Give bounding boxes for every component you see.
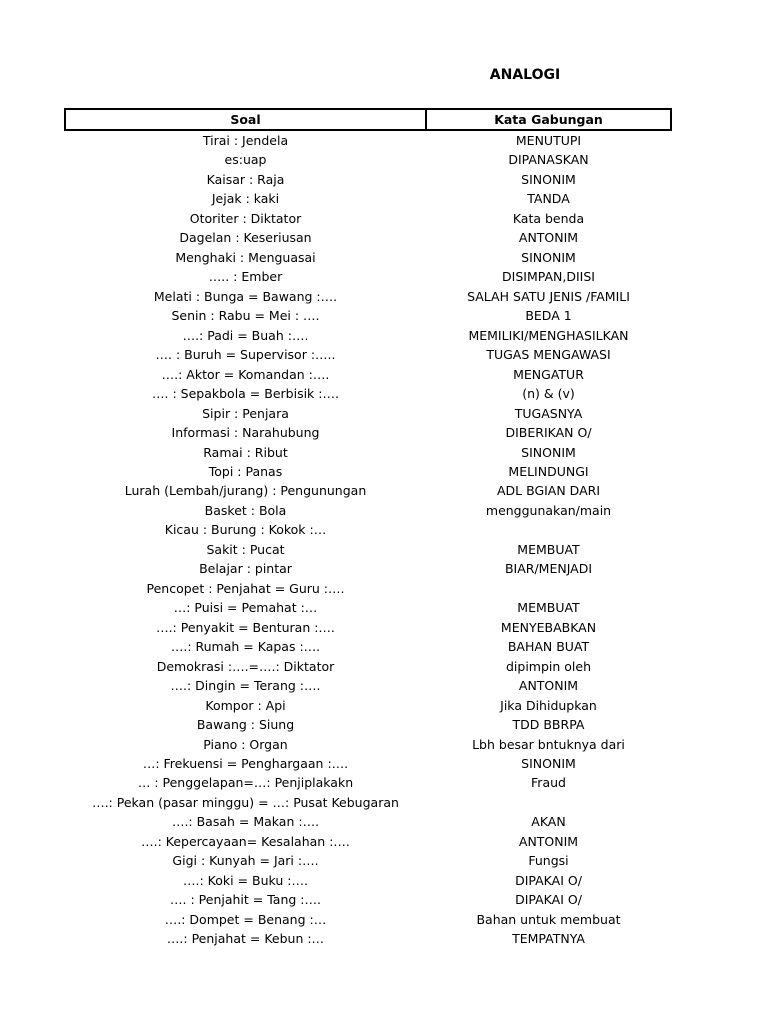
cell-soal: ….: Koki = Buku :…. <box>183 872 308 888</box>
cell-soal: Sakit : Pucat <box>206 541 285 557</box>
table-body <box>65 130 671 949</box>
cell-kata-gabungan: AKAN <box>531 814 566 830</box>
table-row <box>65 287 671 306</box>
cell-kata-gabungan: MELINDUNGI <box>508 463 589 479</box>
table-row <box>65 189 671 208</box>
cell-soal: Bawang : Siung <box>196 717 295 733</box>
cell-kata-gabungan: TUGAS MENGAWASI <box>486 347 611 363</box>
cell-kata-gabungan: BAHAN BUAT <box>507 639 590 655</box>
cell-soal: ….: Pekan (pasar minggu) = …: Pusat Kebugaran <box>92 794 399 810</box>
cell-kata-gabungan: menggunakan/main <box>485 502 612 518</box>
table-row <box>65 910 671 929</box>
cell-kata-gabungan: SINONIM <box>521 444 576 460</box>
table-row <box>65 345 671 364</box>
table-row <box>65 812 671 831</box>
table-row <box>65 559 671 578</box>
cell-soal: …: Frekuensi = Penghargaan :…. <box>142 756 349 771</box>
table-row <box>65 365 671 384</box>
table-row <box>65 929 671 948</box>
table-row <box>65 501 671 520</box>
cell-soal: Kompor : Api <box>205 697 286 713</box>
cell-soal: Belajar : pintar <box>199 561 292 577</box>
cell-kata-gabungan: BEDA 1 <box>525 308 572 324</box>
cell-soal: Topi : Panas <box>208 463 283 479</box>
cell-kata-gabungan: DIBERIKAN O/ <box>505 425 592 441</box>
cell-kata-gabungan <box>426 579 671 598</box>
cell-kata-gabungan: Lbh besar bntuknya dari <box>472 736 625 752</box>
cell-soal: ….: Kepercayaan= Kesalahan :…. <box>141 833 350 849</box>
cell-soal: Pencopet : Penjahat = Guru :…. <box>146 580 345 596</box>
cell-soal: Menghaki : Menguasai <box>175 249 316 265</box>
cell-soal: Sipir : Penjara <box>202 405 289 421</box>
cell-kata-gabungan: DIPANASKAN <box>508 152 589 168</box>
cell-kata-gabungan: DIPAKAI O/ <box>515 892 582 908</box>
cell-kata-gabungan: Kata benda <box>512 210 585 226</box>
table-row <box>65 715 671 734</box>
table-row <box>65 520 671 539</box>
table-row <box>65 423 671 442</box>
cell-soal: Gigi : Kunyah = Jari :…. <box>172 853 319 869</box>
table-row <box>65 150 671 169</box>
cell-soal: Piano : Organ <box>203 736 288 752</box>
page-title: ANALOGI <box>489 67 561 83</box>
table-row <box>65 832 671 851</box>
cell-soal: Senin : Rabu = Mei : …. <box>171 308 320 324</box>
table-row <box>65 540 671 559</box>
table-row <box>65 637 671 656</box>
table-row <box>65 696 671 715</box>
cell-kata-gabungan: ADL BGIAN DARI <box>496 483 601 499</box>
cell-kata-gabungan <box>426 520 671 539</box>
cell-soal: Lurah (Lembah/jurang) : Pengunungan <box>124 483 367 499</box>
cell-soal: Kaisar : Raja <box>206 171 285 187</box>
cell-kata-gabungan: MEMBUAT <box>517 541 580 557</box>
table-row <box>65 754 671 773</box>
cell-kata-gabungan: Fungsi <box>528 853 569 869</box>
cell-soal: …. : Sepakbola = Berbisik :…. <box>152 386 339 402</box>
cell-kata-gabungan: ANTONIM <box>518 230 579 246</box>
cell-soal: ….: Basah = Makan :…. <box>171 814 320 830</box>
cell-soal: … : Penggelapan=…: Penjiplakakn <box>137 775 354 791</box>
table-row <box>65 443 671 462</box>
cell-soal: ….: Penyakit = Benturan :…. <box>156 619 335 635</box>
cell-soal: ….: Penjahat = Kebun :… <box>166 931 325 947</box>
cell-soal: ….. : Ember <box>208 269 283 285</box>
table-header-row <box>65 109 671 130</box>
cell-soal: Ramai : Ribut <box>203 444 288 460</box>
cell-soal: Tirai : Jendela <box>202 133 289 148</box>
table-row <box>65 248 671 267</box>
cell-soal: es:uap <box>224 152 267 168</box>
table-row <box>65 306 671 325</box>
table-row <box>65 326 671 345</box>
cell-soal: Jejak : kaki <box>211 191 280 207</box>
cell-kata-gabungan: SINONIM <box>521 171 576 187</box>
table-row <box>65 793 671 812</box>
cell-kata-gabungan: MENYEBABKAN <box>500 619 597 635</box>
table-row <box>65 579 671 598</box>
cell-soal: ….: Dingin = Terang :…. <box>170 678 321 694</box>
cell-soal: ….: Padi = Buah :…. <box>182 327 309 343</box>
cell-kata-gabungan: MENGATUR <box>513 366 584 382</box>
cell-kata-gabungan: SINONIM <box>521 756 576 771</box>
cell-kata-gabungan: TEMPATNYA <box>512 931 585 947</box>
cell-kata-gabungan: MEMBUAT <box>517 600 580 616</box>
table-row <box>65 384 671 403</box>
cell-kata-gabungan: dipimpin oleh <box>505 658 592 674</box>
cell-kata-gabungan <box>426 793 671 812</box>
cell-kata-gabungan: SINONIM <box>521 249 576 265</box>
cell-soal: Dagelan : Keseriusan <box>179 230 312 246</box>
cell-soal: …: Puisi = Pemahat :… <box>173 600 318 616</box>
table-row <box>65 851 671 870</box>
table-row <box>65 676 671 695</box>
table-row <box>65 228 671 247</box>
cell-soal: …. : Penjahit = Tang :…. <box>170 892 321 908</box>
table-row <box>65 209 671 228</box>
cell-soal: ….: Rumah = Kapas :…. <box>170 639 321 655</box>
cell-kata-gabungan: ANTONIM <box>518 678 579 694</box>
cell-soal: Otoriter : Diktator <box>189 210 302 226</box>
cell-soal: Demokrasi :….=….: Diktator <box>156 658 335 674</box>
cell-soal: Kicau : Burung : Kokok :… <box>164 522 327 538</box>
table-row <box>65 267 671 286</box>
cell-soal: Informasi : Narahubung <box>171 425 320 441</box>
table-row <box>65 598 671 617</box>
table-row <box>65 871 671 890</box>
cell-kata-gabungan: MENUTUPI <box>515 133 582 148</box>
cell-kata-gabungan: Bahan untuk membuat <box>476 911 621 927</box>
column-header-soal: Soal <box>65 109 426 130</box>
table-row <box>65 657 671 676</box>
cell-kata-gabungan: DIPAKAI O/ <box>515 872 582 888</box>
cell-soal: Melati : Bunga = Bawang :…. <box>153 288 338 304</box>
table-row <box>65 462 671 481</box>
table-row <box>65 618 671 637</box>
cell-kata-gabungan: MEMILIKI/MENGHASILKAN <box>468 327 629 343</box>
cell-kata-gabungan: ANTONIM <box>518 833 579 849</box>
cell-soal: ….: Aktor = Komandan :…. <box>161 366 330 382</box>
cell-kata-gabungan: BIAR/MENJADI <box>504 561 593 577</box>
table-row <box>65 773 671 792</box>
cell-soal: …. : Buruh = Supervisor :….. <box>155 347 336 363</box>
cell-kata-gabungan: SALAH SATU JENIS /FAMILI <box>467 288 630 304</box>
table-row <box>65 170 671 189</box>
cell-soal: Basket : Bola <box>204 502 287 518</box>
cell-kata-gabungan: TANDA <box>527 191 570 207</box>
cell-soal: ….: Dompet = Benang :… <box>164 911 327 927</box>
cell-kata-gabungan: (n) & (v) <box>522 386 575 402</box>
table-row <box>65 481 671 500</box>
table-row <box>65 735 671 754</box>
table-row <box>65 404 671 423</box>
cell-kata-gabungan: TDD BBRPA <box>512 717 585 733</box>
analogi-table <box>64 108 672 949</box>
cell-kata-gabungan: TUGASNYA <box>514 405 583 421</box>
cell-kata-gabungan: Fraud <box>531 775 566 791</box>
table-row <box>65 130 671 150</box>
table-row <box>65 890 671 909</box>
cell-kata-gabungan: DISIMPAN,DIISI <box>502 269 595 285</box>
cell-kata-gabungan: Jika Dihidupkan <box>500 697 597 713</box>
column-header-kata-gabungan: Kata Gabungan <box>426 109 671 130</box>
